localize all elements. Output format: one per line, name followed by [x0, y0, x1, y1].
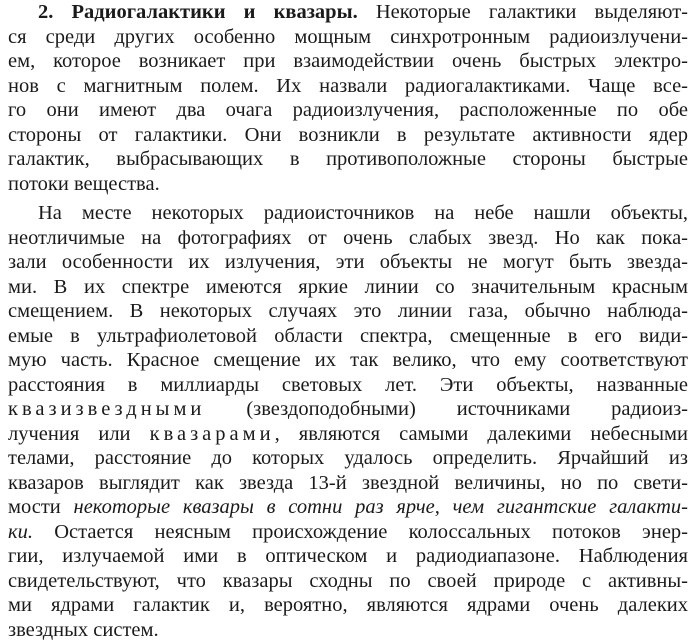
text-line: го они имеют два очага радиоизлучения, расположенные по обе — [8, 98, 688, 123]
spaced-term-quasars: квазарами — [150, 423, 275, 445]
italic-emphasis: некоторые квазары в сотни раз ярче, чем гигантские галакти- — [74, 496, 688, 518]
text-line — [8, 520, 688, 545]
text-line: На месте некоторых радиоисточников на небе нашли объекты, — [8, 201, 688, 226]
text-line: ми. В их спектре имеются яркие линии со значительным красным — [8, 275, 688, 300]
text-line: звездных систем. — [8, 618, 688, 642]
text-span: мости — [8, 496, 74, 518]
text-line: ми ядрами галактик и, вероятно, являются ядрами очень далеких — [8, 593, 688, 618]
text-line: галактик, выбрасывающих в противоположные стороны быстрые — [8, 147, 688, 172]
text-span: Некоторые галактики выделяют- — [358, 1, 688, 23]
paragraph-radiogalaxies — [8, 0, 688, 196]
text-span: (звездоподобными) источниками радиоиз- — [205, 398, 688, 420]
text-line — [8, 422, 688, 447]
text-line: свидетельствуют, что квазары сходны по своей природе с активны- — [8, 569, 688, 594]
text-line: гии, излучаемой ими в оптическом и радиодиапазоне. Наблюдения — [8, 544, 688, 569]
text-line: смещением. В некоторых случаях это линии газа, обычно наблюда- — [8, 299, 688, 324]
spaced-term-quasistellar: квазизвездными — [8, 398, 205, 420]
text-line: неотличимые на фотографиях от очень слабых звезд. Но как пока- — [8, 226, 688, 251]
text-line: мую часть. Красное смещение их так велико, что ему соответствуют — [8, 348, 688, 373]
text-line: ся среди других особенно мощным синхротронным радиоизлучени- — [8, 25, 688, 50]
section-heading: 2. Радиогалактики и квазары. — [38, 1, 358, 23]
text-line — [8, 495, 688, 520]
text-line: квазаров выглядит как звезда 13-й звездной величины, но по свети- — [8, 471, 688, 496]
text-line: ем, которое возникает при взаимодействии очень быстрых электро- — [8, 49, 688, 74]
text-line: расстояния в миллиарды световых лет. Эти объекты, названные — [8, 373, 688, 398]
text-line: телами, расстояние до которых удалось определить. Ярчайший из — [8, 446, 688, 471]
text-span: лучения или — [8, 423, 150, 445]
text-line: емые в ультрафиолетовой области спектра, смещенные в его види- — [8, 324, 688, 349]
text-line — [8, 397, 688, 422]
paragraph-quasars — [8, 201, 688, 642]
text-span: Остается неясным происхождение колоссальных потоков энер- — [33, 521, 688, 543]
text-span: , являются самыми далекими небесными — [275, 423, 688, 445]
text-line: нов с магнитным полем. Их назвали радиогалактиками. Чаще все- — [8, 74, 688, 99]
text-line: зали особенности их излучения, эти объекты не могут быть звезда- — [8, 250, 688, 275]
text-line — [8, 0, 688, 25]
text-line: потоки вещества. — [8, 172, 688, 197]
text-line: стороны от галактики. Они возникли в результате активности ядер — [8, 123, 688, 148]
italic-emphasis: ки. — [8, 521, 33, 543]
